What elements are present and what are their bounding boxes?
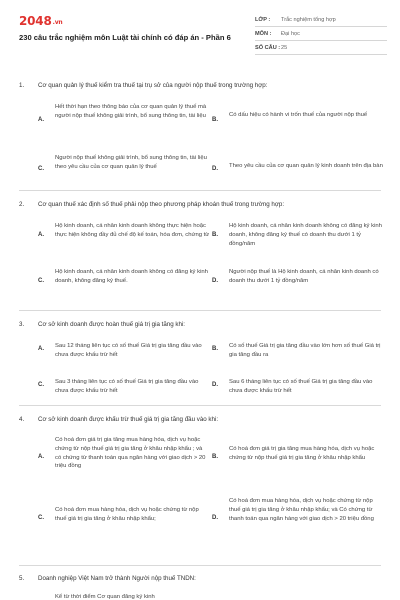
meta-table <box>255 13 387 55</box>
question-number: 2. <box>19 201 25 208</box>
option-text: Theo yêu cầu của cơ quan quản lý kinh doanh trên địa bàn <box>229 163 383 169</box>
option-text: Người nộp thuế không giải trình, bổ sung thông tin, tài liệu theo yêu cầu của cơ quan quản lý thuế <box>55 155 207 170</box>
option-text: Hộ kinh doanh, cá nhân kinh doanh không thực hiện hoặc thực hiện không đầy đủ chế độ kế toán, hóa đơn, chứng từ <box>55 223 210 238</box>
meta-label: LỚP : <box>255 16 271 23</box>
meta-label: MÔN : <box>255 30 272 37</box>
option-text: Có hoá đơn giá trị gia tăng mua hàng hóa, dịch vụ hoặc chứng từ nộp thuế giá trị gia tăng ở khâu nhập khẩu <box>229 446 375 461</box>
option-text: Có hoá đơn mua hàng hóa, dịch vụ hoặc chứng từ nộp thuế giá trị gia tăng ở khâu nhập khẩu; <box>55 507 199 522</box>
logo-suffix: .vn <box>52 19 63 26</box>
option-letter: C. <box>38 515 44 521</box>
option-text: Hộ kinh doanh, cá nhân kinh doanh không có đăng ký kinh doanh, không đăng ký thuế. <box>55 269 208 284</box>
option-letter: B. <box>212 232 218 238</box>
option-text: Có hoá đơn mua hàng hóa, dịch vụ hoặc chứng từ nộp thuế giá trị gia tăng ở khâu nhập khẩu; và Có chứng từ thanh toán qua ngân hàng với giao dịch > 20 triệu đồng <box>229 498 374 522</box>
meta-row-count <box>255 41 387 55</box>
option-text: Sau 6 tháng liên tục có số thuế Giá trị gia tăng đầu vào chưa được khấu trừ hết <box>229 379 373 394</box>
option-letter: D. <box>212 278 218 284</box>
question-number: 4. <box>19 416 25 423</box>
question-divider <box>19 565 381 566</box>
meta-label: SỐ CÂU : <box>255 44 281 51</box>
question-number: 3. <box>19 321 25 328</box>
option-letter: A. <box>38 454 44 460</box>
document-header <box>0 0 400 62</box>
option-text: Hết thời hạn theo thông báo của cơ quan quản lý thuế mà người nộp thuế không giải trình, bổ sung thông tin, tài liệu <box>55 104 207 119</box>
option-letter: D. <box>212 382 218 388</box>
option-letter: C. <box>38 382 44 388</box>
question-stem: Cơ quan thuế xác định số thuế phải nộp theo phương pháp khoán thuế trong trường hợp: <box>38 201 285 208</box>
option-text: Sau 12 tháng liên tục có số thuế Giá trị gia tăng đầu vào chưa được khấu trừ hết <box>55 343 202 358</box>
question-number: 1. <box>19 82 25 89</box>
question-divider <box>19 190 381 191</box>
question-divider <box>19 405 381 406</box>
option-letter: A. <box>38 346 44 352</box>
option-letter: B. <box>212 454 218 460</box>
meta-row-subject <box>255 27 387 41</box>
option-letter: B. <box>212 346 218 352</box>
option-letter: C. <box>38 166 44 172</box>
question-stem: Cơ sở kinh doanh được hoàn thuế giá trị gia tăng khi: <box>38 321 186 328</box>
option-text: Có dấu hiệu có hành vi trốn thuế của người nộp thuế <box>229 112 368 118</box>
option-letter: A. <box>38 117 44 123</box>
meta-value: Đại học <box>281 30 300 37</box>
option-text: Kể từ thời điểm Cơ quan đăng ký kinh <box>55 594 155 600</box>
option-text: Hộ kinh doanh, cá nhân kinh doanh không có đăng ký kinh doanh, không đăng ký thuế có doanh thu dưới 1 tỷ đồng/năm <box>229 223 382 247</box>
question-divider <box>19 310 381 311</box>
question-stem: Doanh nghiệp Việt Nam trở thành Người nộp thuế TNDN: <box>38 575 196 582</box>
question-stem: Cơ quan quản lý thuế kiểm tra thuế tại trụ sở của người nộp thuế trong trường hợp: <box>38 82 268 89</box>
option-text: Có hoá đơn giá trị gia tăng mua hàng hóa, dịch vụ hoặc chứng từ nộp thuế giá trị gia tăng ở khâu nhập khẩu ; và có chứng từ thanh toán qua ngân hàng với giao dịch > 20 triệu đồng <box>55 437 206 470</box>
question-stem: Cơ sở kinh doanh được khấu trừ thuế giá trị gia tăng đầu vào khi: <box>38 416 219 423</box>
option-letter: B. <box>212 117 218 123</box>
option-letter: D. <box>212 515 218 521</box>
option-letter: A. <box>38 232 44 238</box>
option-text: Sau 3 tháng liên tục có số thuế Giá trị gia tăng đầu vào chưa được khấu trừ hết <box>55 379 199 394</box>
option-letter: C. <box>38 278 44 284</box>
meta-row-class <box>255 13 387 27</box>
document-title: 230 câu trắc nghiệm môn Luật tài chính có đáp án - Phần 6 <box>19 33 231 42</box>
meta-value: Trắc nghiệm tổng hợp <box>281 16 336 23</box>
option-text: Người nộp thuế là Hộ kinh doanh, cá nhân kinh doanh có doanh thu dưới 1 tỷ đồng/năm <box>229 269 379 284</box>
logo-main: 2048 <box>19 14 52 28</box>
option-text: Có số thuế Giá trị gia tăng đầu vào lớn hơn số thuế Giá trị gia tăng đầu ra <box>229 343 381 358</box>
option-letter: D. <box>212 166 218 172</box>
question-number: 5. <box>19 575 25 582</box>
meta-value: 25 <box>281 44 288 51</box>
site-logo[interactable] <box>19 14 62 28</box>
